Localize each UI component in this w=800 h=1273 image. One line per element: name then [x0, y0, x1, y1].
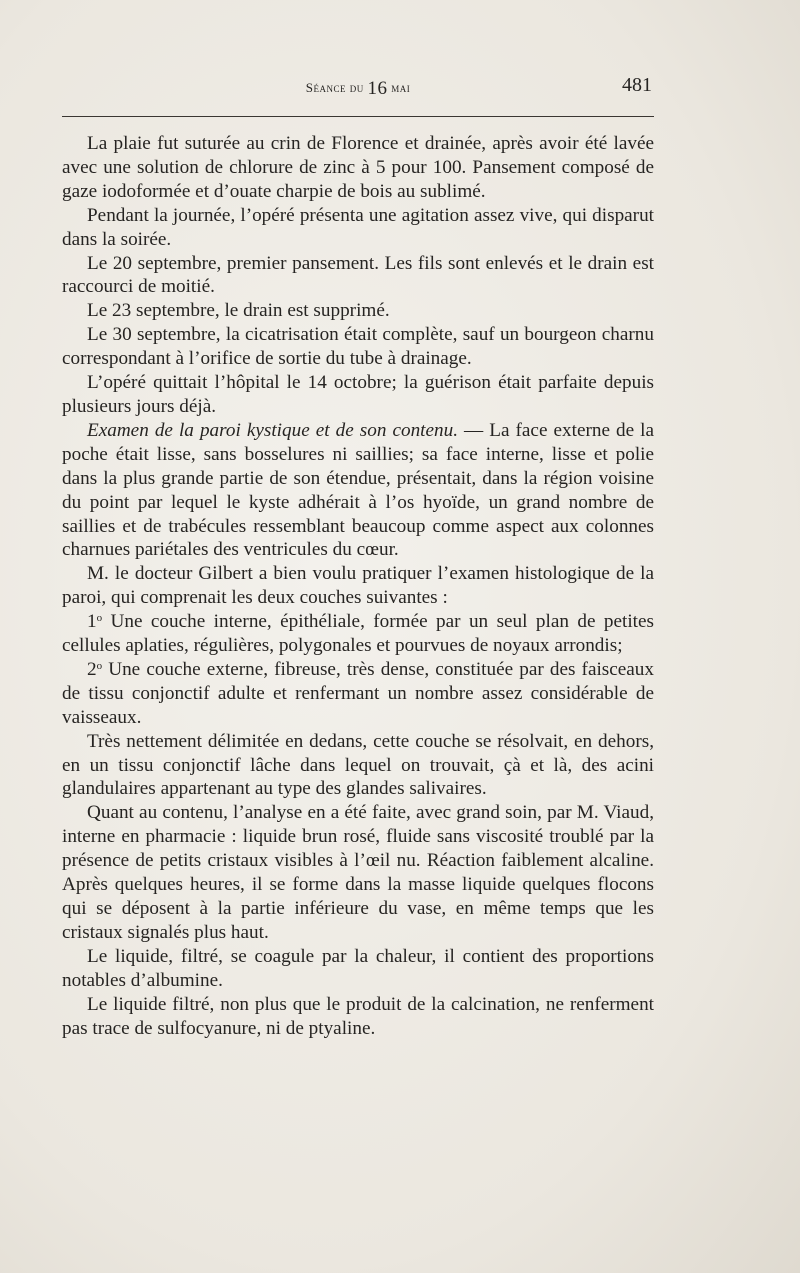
paragraph	[62, 801, 654, 944]
paragraph-text: La plaie fut suturée au crin de Florence et drainée, après avoir été lavée avec une solution de chlorure de zinc à 5 pour 100. Pansement composé de gaze iodoformée et d’ouate charpie de bois au sublimé.	[62, 133, 654, 202]
paragraph-text: Une couche externe, fibreuse, très dense, constituée par des faisceaux de tissu conjonctif adulte et renfermant un nombre assez considérable de vaisseaux.	[62, 658, 654, 728]
section-heading-italic: Examen de la paroi kystique et de son contenu.	[87, 419, 458, 441]
paragraph	[62, 371, 654, 419]
paragraph-text: M. le docteur Gilbert a bien voulu pratiquer l’examen histologique de la paroi, qui comprenait les deux couches suivantes :	[62, 563, 654, 609]
paragraph-text: Très nettement délimitée en dedans, cette couche se résolvait, en dehors, en un tissu conjonctif lâche dans lequel on trouvait, çà et là, des acini glandulaires appartenant au type des glandes salivaires.	[62, 730, 654, 800]
paragraph-text: Pendant la journée, l’opéré présenta une agitation assez vive, qui disparut dans la soirée.	[62, 204, 654, 250]
header-title-suffix: mai	[387, 80, 411, 95]
header-title-day: 16	[367, 78, 388, 99]
paragraph	[62, 252, 654, 300]
paragraph-text: Le 23 septembre, le drain est supprimé.	[87, 300, 390, 322]
paragraph-text: Le liquide, filtré, se coagule par la chaleur, il contient des proportions notables d’albumine.	[62, 945, 654, 991]
paragraph	[62, 132, 654, 204]
paragraph-text: Le 30 septembre, la cicatrisation était complète, sauf un bourgeon charnu correspondant à l’orifice de sortie du tube à drainage.	[62, 324, 654, 370]
paragraph	[62, 610, 654, 658]
list-number: 1	[87, 611, 97, 633]
paragraph	[62, 323, 654, 371]
paragraph	[62, 658, 654, 730]
body-text	[62, 132, 654, 1040]
paragraph	[62, 730, 654, 802]
paragraph	[62, 204, 654, 252]
paragraph	[62, 562, 654, 610]
paragraph-text: Le 20 septembre, premier pansement. Les fils sont enlevés et le drain est raccourci de moitié.	[62, 252, 654, 298]
list-number: 2	[87, 658, 97, 680]
header-rule	[62, 116, 654, 117]
paragraph-text: L’opéré quittait l’hôpital le 14 octobre; la guérison était parfaite depuis plusieurs jours déjà.	[62, 372, 654, 417]
ordinal-mark: o	[96, 659, 103, 672]
paragraph-text: Une couche interne, épithéliale, formée par un seul plan de petites cellules aplaties, régulières, polygonales et pourvues de noyaux arrondis;	[62, 611, 654, 657]
paragraph-text: Le liquide filtré, non plus que le produit de la calcination, ne renferment pas trace de sulfocyanure, ni de ptyaline.	[62, 993, 654, 1039]
ordinal-mark: o	[96, 612, 103, 625]
paragraph-text: — La face externe de la poche était lisse, sans bosselures ni saillies; sa face interne, lisse et polie dans la plus grande partie de son étendue, présentait, dans la région voisine du point par lequel le kyste adhérait à l’os hyoïde, un grand nombre de saillies et de trabécules ressemblant beaucoup comme aspect aux colonnes charnues pariétales des ventricules du cœur.	[62, 419, 654, 561]
running-header	[62, 74, 654, 104]
paragraph	[62, 945, 654, 993]
paragraph	[62, 299, 654, 323]
page-number: 481	[622, 74, 652, 96]
paragraph	[62, 419, 654, 562]
header-title-prefix: Séance du	[305, 80, 368, 95]
paragraph	[62, 993, 654, 1041]
header-title	[62, 78, 654, 100]
paragraph-text: Quant au contenu, l’analyse en a été faite, avec grand soin, par M. Viaud, interne en pharmacie : liquide brun rosé, fluide sans viscosité troublé par la présence de petits cristaux visibles à l’œil nu. Réaction faiblement alcaline. Après quelques heures, il se forme dans la masse liquide quelques flocons qui se déposent à la partie inférieure du vase, en même temps que les cristaux signalés plus haut.	[62, 802, 654, 943]
